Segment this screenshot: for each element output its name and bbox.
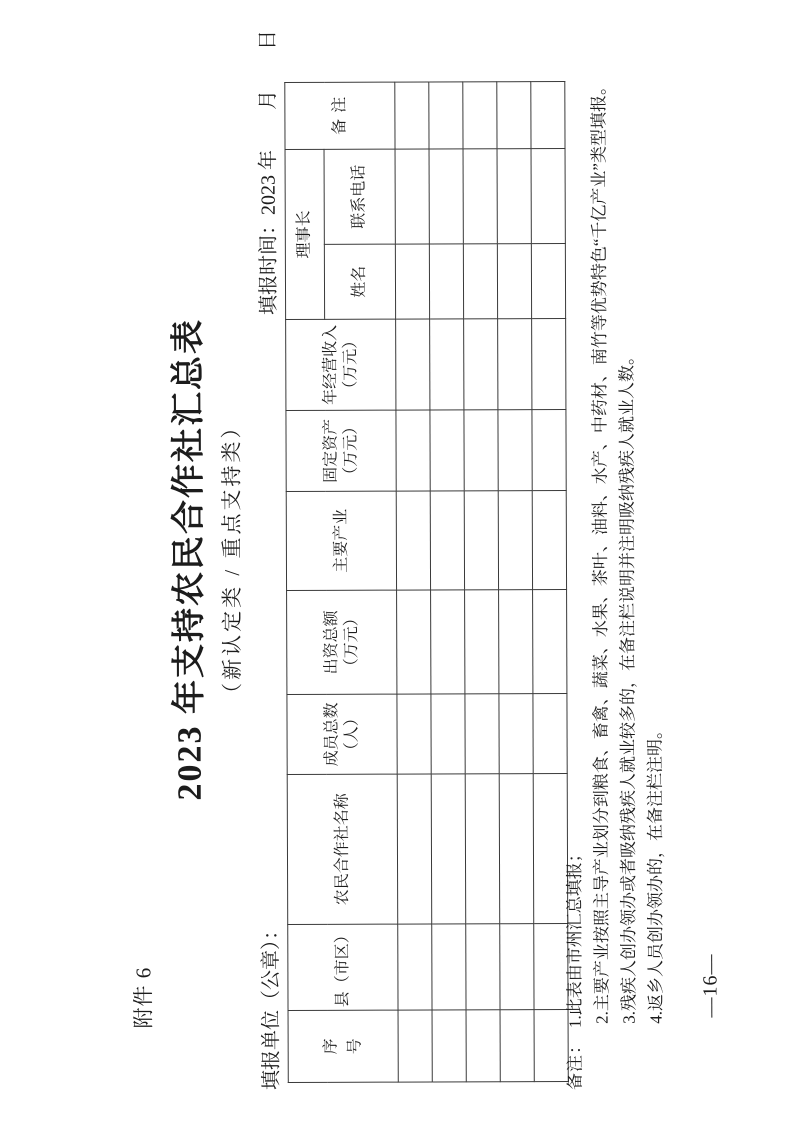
page-number: —16— bbox=[699, 953, 722, 1018]
table-cell bbox=[464, 491, 498, 590]
note-item: 1.此表由市州汇总填报； bbox=[564, 845, 585, 1029]
table-cell bbox=[466, 924, 500, 1010]
table-cell bbox=[500, 924, 534, 1010]
col-header-chairman: 理事长 bbox=[285, 149, 325, 319]
col-header-member-total: 成员总数 （人） bbox=[287, 694, 397, 774]
col-header-county: 县（市区） bbox=[288, 924, 398, 1010]
table-cell bbox=[396, 319, 430, 410]
table-cell bbox=[464, 410, 498, 491]
table-cell bbox=[396, 410, 430, 491]
col-header-annual-income: 年经营收入 （万元） bbox=[286, 319, 396, 410]
table-cell bbox=[465, 694, 499, 774]
table-cell bbox=[464, 319, 498, 410]
table-cell bbox=[497, 149, 531, 244]
table-cell bbox=[429, 82, 463, 149]
table-cell bbox=[398, 924, 432, 1010]
table-cell bbox=[396, 491, 430, 590]
table-cell bbox=[398, 1010, 432, 1082]
table-row bbox=[429, 82, 466, 1082]
notes-label: 备注： bbox=[565, 1035, 585, 1091]
table-cell bbox=[463, 244, 497, 319]
table-cell bbox=[500, 1010, 534, 1082]
reporting-time-label: 填报时间：2023 年 月 日 bbox=[257, 30, 281, 316]
table-cell bbox=[463, 82, 497, 149]
meta-row bbox=[251, 30, 284, 1090]
table-cell bbox=[497, 244, 531, 319]
table-cell bbox=[397, 590, 431, 694]
table-cell bbox=[432, 1010, 466, 1082]
table-cell bbox=[429, 244, 463, 319]
table-cell bbox=[499, 774, 534, 924]
note-line-1 bbox=[558, 13, 589, 1090]
attachment-label: 附件 6 bbox=[131, 966, 156, 1029]
page-title: 2023 年支持农民合作社汇总表 bbox=[170, 318, 209, 801]
reporting-unit-label: 填报单位（公章）： bbox=[260, 920, 283, 1091]
table-cell bbox=[497, 82, 531, 149]
table-row bbox=[395, 82, 432, 1082]
table-cell bbox=[430, 491, 464, 590]
col-header-remarks: 备注 bbox=[285, 82, 395, 149]
table-cell bbox=[429, 149, 463, 244]
note-line-2: 2.主要产业按照主导产业划分到粮食、畜禽、蔬菜、水果、茶叶、油料、水产、中药材、南竹等优势特色“千亿产业”类型填报。 bbox=[589, 78, 612, 1024]
table-cell bbox=[498, 491, 532, 590]
table-cell bbox=[431, 694, 465, 774]
table-cell bbox=[430, 410, 464, 491]
page-subtitle: （新认定类 / 重点支持类） bbox=[219, 414, 245, 704]
note-line-4: 4.返乡人员创办领办的，在备注栏注明。 bbox=[645, 721, 666, 1024]
table-cell bbox=[432, 924, 466, 1010]
col-header-main-industry: 主要产业 bbox=[286, 491, 396, 590]
col-header-coop-name: 农民合作社名称 bbox=[287, 774, 398, 924]
table-cell bbox=[465, 590, 499, 694]
table-cell bbox=[395, 149, 429, 244]
table-row bbox=[497, 82, 534, 1082]
table-cell bbox=[430, 319, 464, 410]
summary-table bbox=[284, 81, 568, 1083]
col-header-capital-total: 出资总额 （万元） bbox=[287, 590, 397, 694]
table-cell bbox=[395, 244, 429, 319]
table-cell bbox=[498, 410, 532, 491]
table-cell bbox=[499, 694, 533, 774]
col-header-chairman-phone: 联系电话 bbox=[324, 149, 395, 244]
col-header-fixed-assets: 固定资产 （万元） bbox=[286, 410, 396, 491]
table-cell bbox=[431, 774, 466, 924]
table-cell bbox=[463, 149, 497, 244]
note-line-3: 3.残疾人创办领办或者吸纳残疾人就业较多的，在备注栏说明并注明吸纳残疾人就业人数。 bbox=[617, 348, 639, 1024]
table-cell bbox=[395, 82, 429, 149]
table-cell bbox=[465, 774, 500, 924]
col-header-serial: 序号 bbox=[288, 1010, 398, 1082]
col-header-chairman-name: 姓名 bbox=[324, 244, 395, 319]
table-cell bbox=[397, 774, 432, 924]
notes-block bbox=[558, 13, 670, 1090]
table-cell bbox=[431, 590, 465, 694]
table-cell bbox=[498, 319, 532, 410]
table-row bbox=[463, 82, 500, 1082]
table-cell bbox=[499, 590, 533, 694]
table-cell bbox=[397, 694, 431, 774]
table-cell bbox=[466, 1010, 500, 1082]
